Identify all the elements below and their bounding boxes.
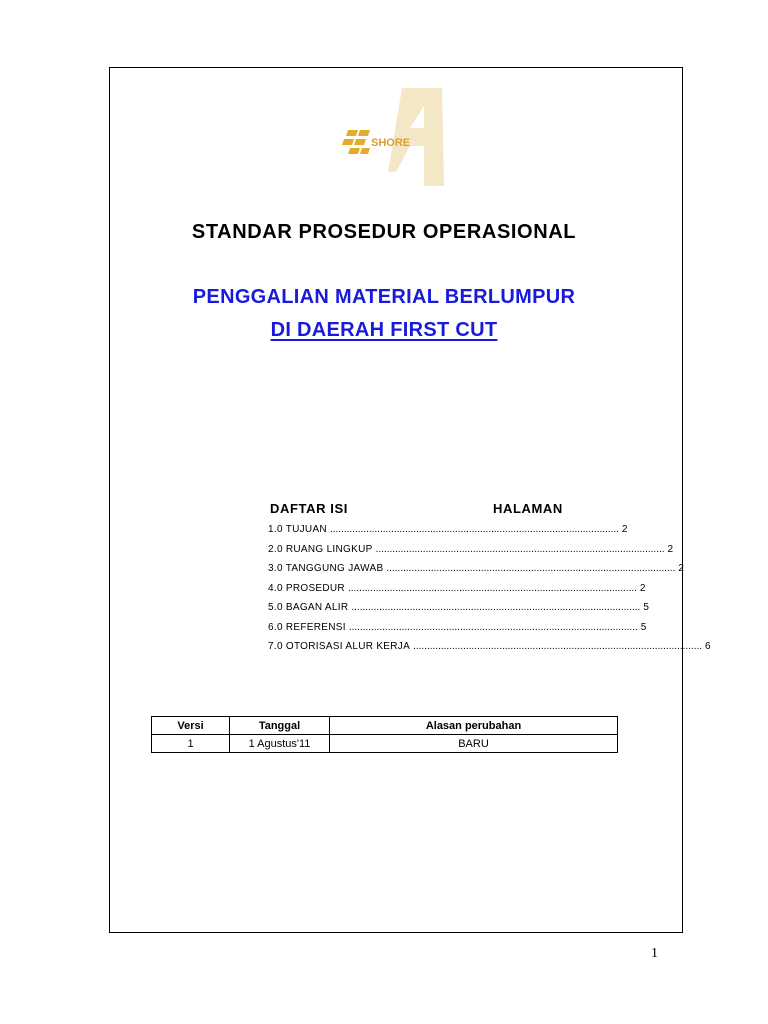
- table-header-row: [152, 717, 618, 735]
- column-header: Alasan perubahan: [330, 717, 618, 735]
- toc-item[interactable]: 7.0 OTORISASI ALUR KERJA ........................................................................................................ 6: [268, 641, 711, 652]
- toc-item[interactable]: 4.0 PROSEDUR ........................................................................................................ 2: [268, 582, 646, 594]
- toc-heading: DAFTAR ISI: [270, 501, 348, 516]
- column-header: Tanggal: [230, 717, 330, 735]
- toc-item[interactable]: 5.0 BAGAN ALIR ........................................................................................................ 5: [268, 602, 650, 613]
- svg-text:SHORE: SHORE: [371, 137, 411, 149]
- column-header: Versi: [152, 717, 230, 735]
- page-border: [109, 67, 711, 933]
- table-row: [152, 735, 618, 753]
- version-table: [151, 716, 618, 753]
- toc-page-heading: HALAMAN: [493, 501, 563, 516]
- document-subtitle-line2: DI DAERAH FIRST CUT: [270, 319, 498, 341]
- company-logo: [338, 88, 450, 186]
- document-subtitle-line1: PENGGALIAN MATERIAL BERLUMPUR: [192, 286, 576, 308]
- table-cell: 1: [152, 735, 230, 753]
- page-number: 1: [651, 946, 658, 961]
- shore-logo-icon: [338, 88, 450, 186]
- document-title: STANDAR PROSEDUR OPERASIONAL: [191, 221, 577, 243]
- toc-item[interactable]: 1.0 TUJUAN ........................................................................................................ 2: [268, 524, 628, 535]
- toc-item[interactable]: 2.0 RUANG LINGKUP ........................................................................................................ 2: [268, 543, 674, 555]
- table-of-contents: [268, 524, 711, 661]
- table-cell: 1 Agustus'11: [230, 735, 330, 753]
- toc-item[interactable]: 3.0 TANGGUNG JAWAB ........................................................................................................ 2: [268, 563, 685, 574]
- toc-item[interactable]: 6.0 REFERENSI ........................................................................................................ 5: [268, 621, 647, 633]
- table-cell: BARU: [330, 735, 618, 753]
